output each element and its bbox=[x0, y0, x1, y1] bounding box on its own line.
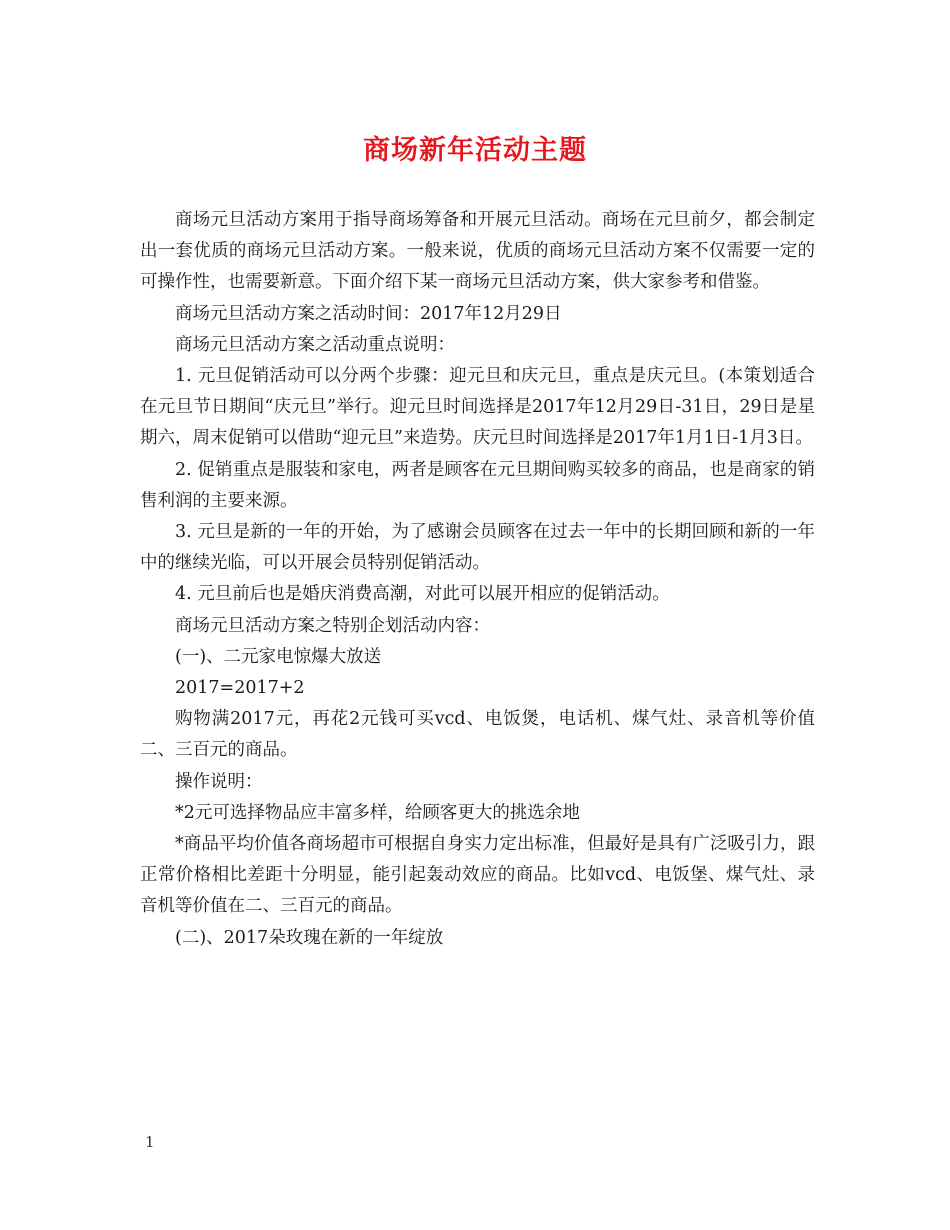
page-number: 1 bbox=[145, 1133, 155, 1151]
paragraph-operation-note-2: *商品平均价值各商场超市可根据自身实力定出标准，但最好是具有广泛吸引力，跟正常价格相比差距十分明显，能引起轰动效应的商品。比如vcd、电饭堡、煤气灶、录音机等价值在二、三百元的商品。 bbox=[140, 834, 815, 917]
paragraph-point-4: 4. 元旦前后也是婚庆消费高潮，对此可以展开相应的促销活动。 bbox=[175, 584, 670, 605]
paragraph-intro: 商场元旦活动方案用于指导商场筹备和开展元旦活动。商场在元旦前夕，都会制定出一套优质的商场元旦活动方案。一般来说，优质的商场元旦活动方案不仅需要一定的可操作性，也需要新意。下面介绍下某一商场元旦活动方案，供大家参考和借鉴。 bbox=[140, 210, 815, 293]
paragraph-point-2: 2. 促销重点是服装和家电，两者是顾客在元旦期间购买较多的商品，也是商家的销售利润的主要来源。 bbox=[140, 459, 815, 511]
paragraph-purchase-offer: 购物满2017元，再花2元钱可买vcd、电饭煲，电话机、煤气灶、录音机等价值二、三百元的商品。 bbox=[140, 709, 815, 761]
paragraph-section-1-heading: (一)、二元家电惊爆大放送 bbox=[175, 646, 382, 667]
paragraph-point-1: 1. 元旦促销活动可以分两个步骤：迎元旦和庆元旦，重点是庆元旦。(本策划适合在元旦节日期间“庆元旦”举行。迎元旦时间选择是2017年12月29日-31日，29日是星期六，周末促销可以借助“迎元旦”来造势。庆元旦时间选择是2017年1月1日-1月3日。 bbox=[140, 366, 815, 449]
paragraph-key-points-heading: 商场元旦活动方案之活动重点说明： bbox=[175, 334, 455, 355]
paragraph-activity-time: 商场元旦活动方案之活动时间：2017年12月29日 bbox=[175, 303, 562, 324]
paragraph-point-3: 3. 元旦是新的一年的开始，为了感谢会员顾客在过去一年中的长期回顾和新的一年中的继续光临，可以开展会员特别促销活动。 bbox=[140, 522, 815, 574]
document-body bbox=[140, 205, 815, 954]
paragraph-section-2-heading: (二)、2017朵玫瑰在新的一年绽放 bbox=[175, 927, 444, 948]
page-title: 商场新年活动主题 bbox=[363, 135, 587, 166]
paragraph-operation-heading: 操作说明： bbox=[175, 771, 263, 792]
paragraph-special-heading: 商场元旦活动方案之特别企划活动内容： bbox=[175, 615, 490, 636]
paragraph-operation-note-1: *2元可选择物品应丰富多样，给顾客更大的挑选余地 bbox=[175, 802, 580, 823]
paragraph-formula: 2017=2017+2 bbox=[175, 678, 305, 699]
